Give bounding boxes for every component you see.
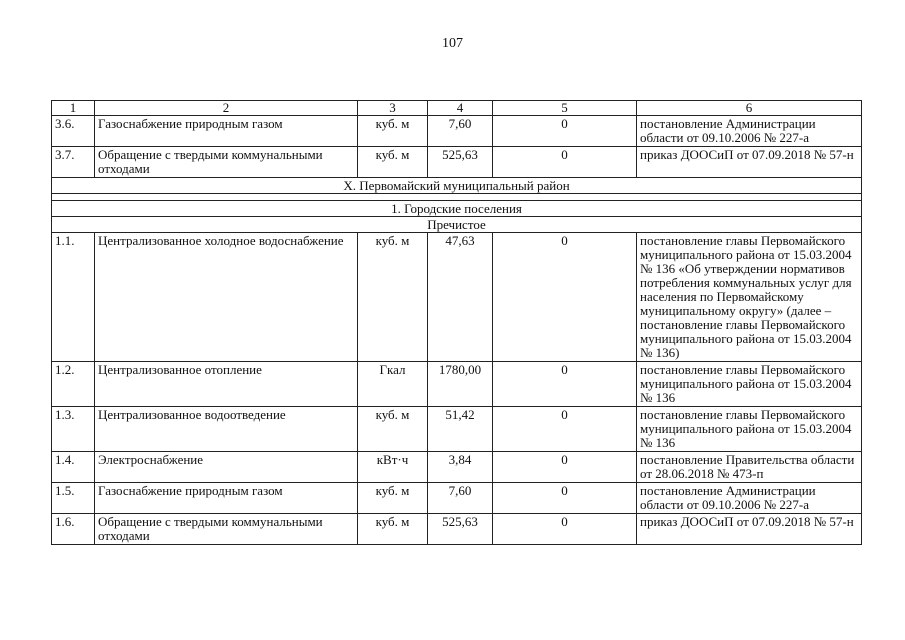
table-row [52,514,862,545]
service-name: Газоснабжение природным газом [95,116,358,147]
column-number-row [52,101,862,116]
service-name: Централизованное отопление [95,362,358,407]
service-name: Электроснабжение [95,452,358,483]
unit: Гкал [358,362,428,407]
legal-basis: постановление Правительства области от 28.06.2018 № 473-п [637,452,862,483]
district-title: X. Первомайский муниципальный район [52,178,862,194]
row-number: 1.4. [52,452,95,483]
column-number: 2 [95,101,358,116]
group-title: 1. Городские поселения [52,201,862,217]
legal-basis: приказ ДООСиП от 07.09.2018 № 57-н [637,147,862,178]
norm-value: 7,60 [428,116,493,147]
service-name: Обращение с твердыми коммунальными отходами [95,147,358,178]
column-number: 1 [52,101,95,116]
extra-value: 0 [493,147,637,178]
service-name: Централизованное водоотведение [95,407,358,452]
legal-basis: постановление главы Первомайского муниципального района от 15.03.2004 № 136 [637,407,862,452]
table-row [52,233,862,362]
norm-value: 525,63 [428,514,493,545]
extra-value: 0 [493,514,637,545]
row-number: 1.1. [52,233,95,362]
legal-basis: постановление главы Первомайского муниципального района от 15.03.2004 № 136 [637,362,862,407]
service-name: Централизованное холодное водоснабжение [95,233,358,362]
column-number: 4 [428,101,493,116]
spacer-cell [52,194,862,201]
extra-value: 0 [493,483,637,514]
extra-value: 0 [493,233,637,362]
extra-value: 0 [493,116,637,147]
column-number: 5 [493,101,637,116]
table-row [52,452,862,483]
norm-value: 1780,00 [428,362,493,407]
table-row [52,407,862,452]
legal-basis: приказ ДООСиП от 07.09.2018 № 57-н [637,514,862,545]
norm-value: 47,63 [428,233,493,362]
service-name: Газоснабжение природным газом [95,483,358,514]
unit: куб. м [358,483,428,514]
unit: куб. м [358,147,428,178]
unit: кВт·ч [358,452,428,483]
column-number: 3 [358,101,428,116]
extra-value: 0 [493,452,637,483]
unit: куб. м [358,514,428,545]
spacer-row [52,194,862,201]
row-number: 1.2. [52,362,95,407]
norms-table [51,100,862,545]
legal-basis: постановление главы Первомайского муниципального района от 15.03.2004 № 136 «Об утверждении нормативов потребления коммунальных услуг для населения по Первомайскому муниципальному округу» (далее – постановление главы Первомайского муниципального района от 15.03.2004 № 136) [637,233,862,362]
row-number: 1.5. [52,483,95,514]
row-number: 3.7. [52,147,95,178]
norm-value: 525,63 [428,147,493,178]
page-number: 107 [442,36,463,51]
unit: куб. м [358,233,428,362]
unit: куб. м [358,407,428,452]
row-number: 1.6. [52,514,95,545]
table-row [52,147,862,178]
extra-value: 0 [493,407,637,452]
norm-value: 51,42 [428,407,493,452]
service-name: Обращение с твердыми коммунальными отходами [95,514,358,545]
norm-value: 7,60 [428,483,493,514]
legal-basis: постановление Администрации области от 09.10.2006 № 227-а [637,483,862,514]
table-row [52,116,862,147]
group-row [52,201,862,217]
row-number: 1.3. [52,407,95,452]
extra-value: 0 [493,362,637,407]
settlement-row [52,217,862,233]
unit: куб. м [358,116,428,147]
row-number: 3.6. [52,116,95,147]
settlement-title: Пречистое [52,217,862,233]
district-row [52,178,862,194]
legal-basis: постановление Администрации области от 09.10.2006 № 227-а [637,116,862,147]
column-number: 6 [637,101,862,116]
norm-value: 3,84 [428,452,493,483]
table-row [52,362,862,407]
table-row [52,483,862,514]
